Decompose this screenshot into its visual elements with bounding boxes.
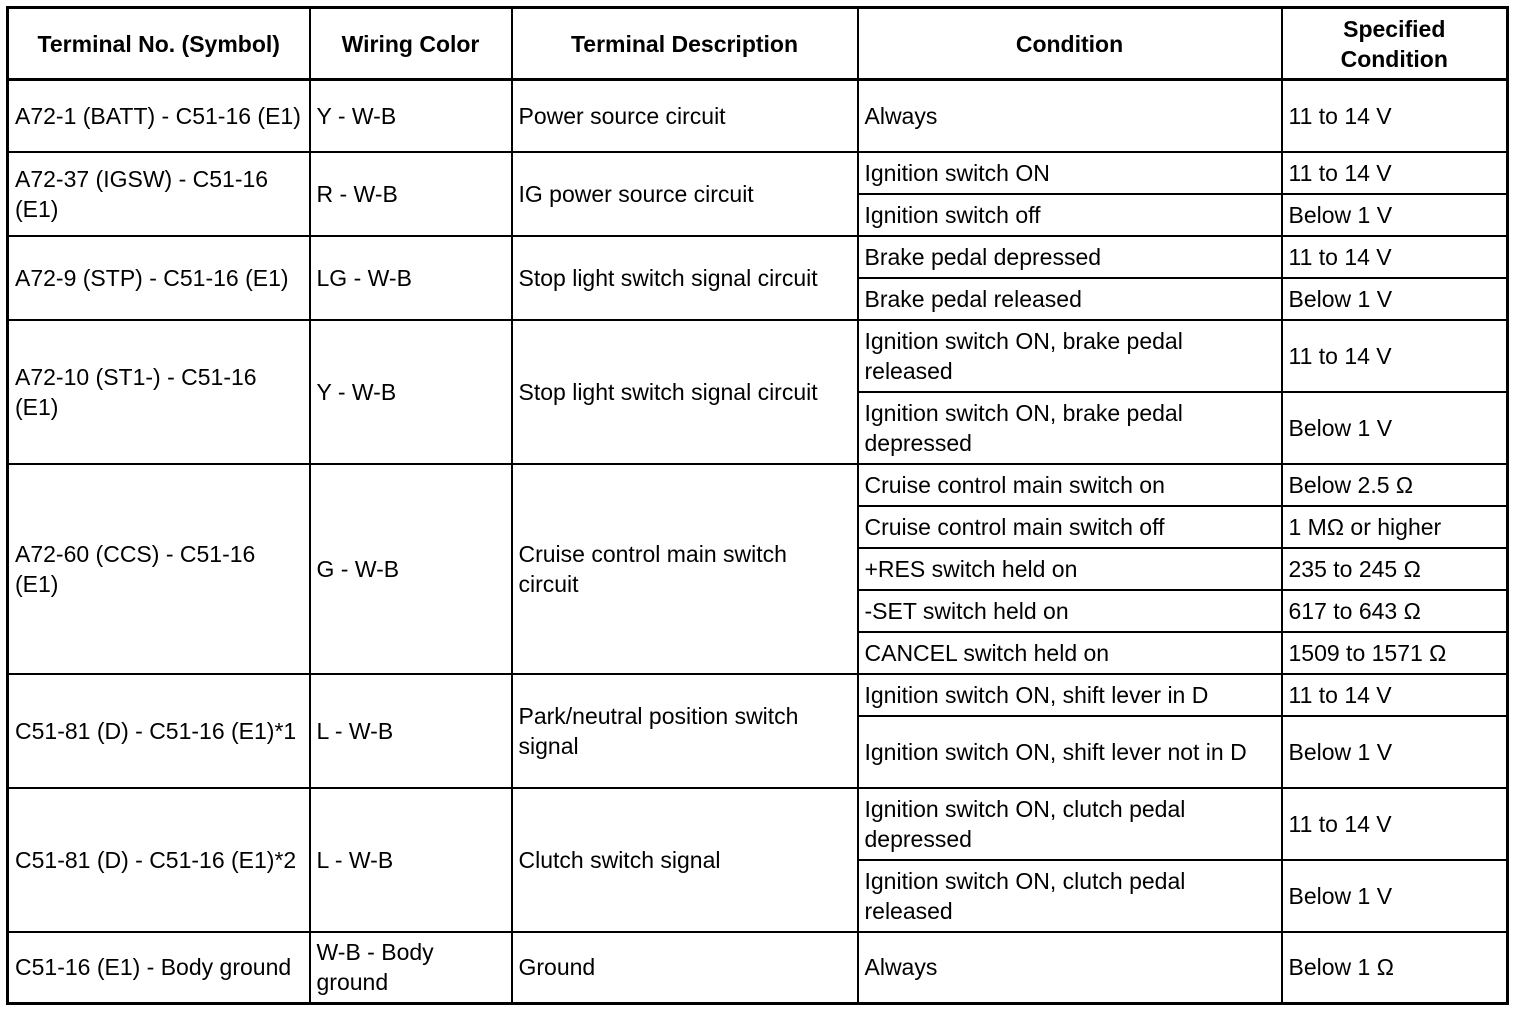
specified-condition-cell: 1509 to 1571 Ω bbox=[1282, 632, 1508, 674]
condition-cell: +RES switch held on bbox=[858, 548, 1282, 590]
condition-cell: Ignition switch ON bbox=[858, 152, 1282, 194]
table-row bbox=[8, 152, 1508, 194]
wiring-color-cell: R - W-B bbox=[310, 152, 512, 236]
condition-cell: Ignition switch ON, shift lever in D bbox=[858, 674, 1282, 716]
specified-condition-cell: Below 1 V bbox=[1282, 392, 1508, 464]
condition-cell: CANCEL switch held on bbox=[858, 632, 1282, 674]
wiring-color-cell: L - W-B bbox=[310, 674, 512, 788]
header-specified-condition: Specified Condition bbox=[1282, 8, 1508, 80]
header-terminal-description: Terminal Description bbox=[512, 8, 858, 80]
terminal-cell: A72-9 (STP) - C51-16 (E1) bbox=[8, 236, 310, 320]
specified-condition-cell: Below 1 V bbox=[1282, 860, 1508, 932]
terminal-description-cell: Park/neutral position switch signal bbox=[512, 674, 858, 788]
condition-cell: Ignition switch ON, brake pedal depressed bbox=[858, 392, 1282, 464]
table-row bbox=[8, 236, 1508, 278]
specified-condition-cell: 11 to 14 V bbox=[1282, 152, 1508, 194]
table-body bbox=[8, 80, 1508, 1004]
specified-condition-cell: Below 1 Ω bbox=[1282, 932, 1508, 1004]
specified-condition-cell: Below 2.5 Ω bbox=[1282, 464, 1508, 506]
condition-cell: Always bbox=[858, 932, 1282, 1004]
condition-cell: Cruise control main switch on bbox=[858, 464, 1282, 506]
wiring-color-cell: Y - W-B bbox=[310, 320, 512, 464]
specified-condition-cell: 617 to 643 Ω bbox=[1282, 590, 1508, 632]
header-terminal: Terminal No. (Symbol) bbox=[8, 8, 310, 80]
terminal-cell: A72-37 (IGSW) - C51-16 (E1) bbox=[8, 152, 310, 236]
specified-condition-cell: Below 1 V bbox=[1282, 194, 1508, 236]
table-row bbox=[8, 674, 1508, 716]
table-row bbox=[8, 788, 1508, 860]
terminal-spec-table bbox=[6, 6, 1509, 1005]
table-row bbox=[8, 464, 1508, 506]
specified-condition-cell: 235 to 245 Ω bbox=[1282, 548, 1508, 590]
condition-cell: Ignition switch ON, clutch pedal released bbox=[858, 860, 1282, 932]
condition-cell: Cruise control main switch off bbox=[858, 506, 1282, 548]
specified-condition-cell: 11 to 14 V bbox=[1282, 320, 1508, 392]
terminal-cell: A72-1 (BATT) - C51-16 (E1) bbox=[8, 80, 310, 152]
specified-condition-cell: Below 1 V bbox=[1282, 716, 1508, 788]
specified-condition-cell: 11 to 14 V bbox=[1282, 236, 1508, 278]
condition-cell: Ignition switch ON, shift lever not in D bbox=[858, 716, 1282, 788]
header-condition: Condition bbox=[858, 8, 1282, 80]
condition-cell: Always bbox=[858, 80, 1282, 152]
terminal-description-cell: Cruise control main switch circuit bbox=[512, 464, 858, 674]
wiring-color-cell: LG - W-B bbox=[310, 236, 512, 320]
terminal-description-cell: Clutch switch signal bbox=[512, 788, 858, 932]
condition-cell: Brake pedal depressed bbox=[858, 236, 1282, 278]
header-wiring-color: Wiring Color bbox=[310, 8, 512, 80]
table-header bbox=[8, 8, 1508, 80]
terminal-cell: A72-10 (ST1-) - C51-16 (E1) bbox=[8, 320, 310, 464]
terminal-cell: C51-81 (D) - C51-16 (E1)*1 bbox=[8, 674, 310, 788]
specified-condition-cell: 11 to 14 V bbox=[1282, 80, 1508, 152]
condition-cell: -SET switch held on bbox=[858, 590, 1282, 632]
condition-cell: Ignition switch ON, clutch pedal depressed bbox=[858, 788, 1282, 860]
specified-condition-cell: 1 MΩ or higher bbox=[1282, 506, 1508, 548]
terminal-description-cell: Stop light switch signal circuit bbox=[512, 320, 858, 464]
specified-condition-cell: Below 1 V bbox=[1282, 278, 1508, 320]
table-row bbox=[8, 80, 1508, 152]
table-row bbox=[8, 932, 1508, 1004]
terminal-cell: A72-60 (CCS) - C51-16 (E1) bbox=[8, 464, 310, 674]
wiring-color-cell: W-B - Body ground bbox=[310, 932, 512, 1004]
condition-cell: Ignition switch off bbox=[858, 194, 1282, 236]
terminal-description-cell: Power source circuit bbox=[512, 80, 858, 152]
terminal-description-cell: Ground bbox=[512, 932, 858, 1004]
wiring-color-cell: L - W-B bbox=[310, 788, 512, 932]
specified-condition-cell: 11 to 14 V bbox=[1282, 674, 1508, 716]
header-row bbox=[8, 8, 1508, 80]
table-row bbox=[8, 320, 1508, 392]
condition-cell: Brake pedal released bbox=[858, 278, 1282, 320]
terminal-description-cell: Stop light switch signal circuit bbox=[512, 236, 858, 320]
specified-condition-cell: 11 to 14 V bbox=[1282, 788, 1508, 860]
terminal-cell: C51-81 (D) - C51-16 (E1)*2 bbox=[8, 788, 310, 932]
terminal-description-cell: IG power source circuit bbox=[512, 152, 858, 236]
wiring-color-cell: G - W-B bbox=[310, 464, 512, 674]
wiring-color-cell: Y - W-B bbox=[310, 80, 512, 152]
terminal-cell: C51-16 (E1) - Body ground bbox=[8, 932, 310, 1004]
condition-cell: Ignition switch ON, brake pedal released bbox=[858, 320, 1282, 392]
